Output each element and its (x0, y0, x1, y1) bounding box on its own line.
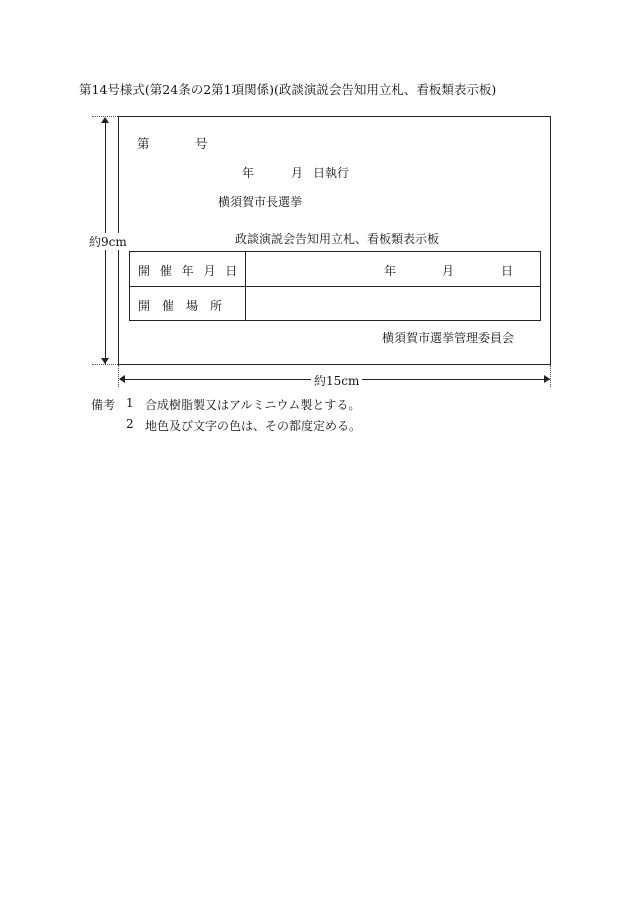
table-divider-horizontal (130, 286, 540, 287)
date-hi-shikko: 日執行 (313, 166, 350, 180)
dim-v-arrow-down (101, 358, 109, 364)
table-divider-vertical (245, 252, 246, 320)
notes-label: 備考 (91, 398, 116, 412)
board-title: 政談演説会告知用立札、看板類表示板 (235, 232, 440, 246)
dim-width-label: 約15cm (311, 372, 362, 389)
row-date-tsuki: 月 (442, 264, 455, 278)
note-1-num: 1 (126, 396, 134, 410)
number-dai: 第 (137, 136, 150, 151)
dim-h-arrow-right (544, 375, 550, 383)
dim-v-bottom-ext (92, 364, 118, 365)
election-name: 横須賀市長選挙 (218, 195, 303, 209)
number-go: 号 (195, 136, 208, 151)
note-2-num: 2 (126, 417, 134, 431)
row-venue-label: 開 催 場 所 (138, 299, 223, 313)
date-nen: 年 (242, 166, 255, 180)
row-date-label: 開 催 年 月 日 (138, 264, 238, 278)
dim-v-arrow-up (101, 117, 109, 123)
note-1-text: 合成樹脂製又はアルミニウム製とする。 (145, 398, 361, 412)
page-title: 第14号様式(第24条の2第1項関係)(政談演説会告知用立札、看板類表示板) (79, 82, 497, 97)
note-2-text: 地色及び文字の色は、その都度定める。 (145, 419, 362, 433)
dim-height-label: 約9cm (86, 233, 130, 250)
committee-name: 横須賀市選挙管理委員会 (382, 331, 515, 345)
row-date-nen: 年 (384, 264, 397, 278)
row-date-hi: 日 (501, 264, 514, 278)
dim-h-arrow-left (119, 375, 125, 383)
event-table (129, 251, 541, 321)
dim-h-right-ext (550, 365, 551, 387)
date-tsuki: 月 (291, 166, 304, 180)
